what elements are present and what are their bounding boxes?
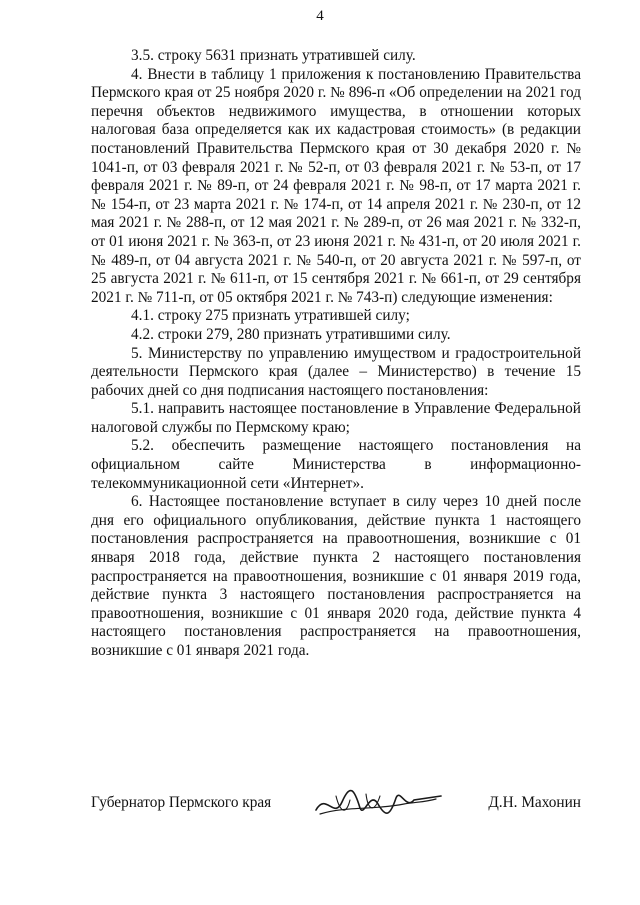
signatory-title: Губернатор Пермского края <box>91 794 272 811</box>
paragraph-6: 6. Настоящее постановление вступает в силу через 10 дней после дня его официального опубликования, действие пункта 1 настоящего постановления распространяется на правоотношения, возникшие с 01 января 2018 года, действие пункта 2 настоящего постановления распространяется на правоотношения, возникшие с 01 января 2019 года, действие пункта 3 настоящего постановления распространяется на правоотношения, возникшие с 01 января 2020 года, действие пункта 4 настоящего постановления распространяется на правоотношения, возникшие с 01 января 2021 года. <box>91 493 581 659</box>
signature-block <box>91 780 581 830</box>
paragraph-3-5: 3.5. строку 5631 признать утратившей силу. <box>131 47 416 64</box>
paragraph-4: 4. Внести в таблицу 1 приложения к постановлению Правительства Пермского края от 25 ноября 2020 г. № 896-п «Об определении на 2021 год перечня объектов недвижимого имущества, в отношении которых налоговая база определяется как их кадастровая стоимость» (в редакции постановлений Правительства Пермского края от 30 декабря 2020 г. № 1041-п, от 03 февраля 2021 г. № 52-п, от 03 февраля 2021 г. № 53-п, от 17 февраля 2021 г. № 89-п, от 24 февраля 2021 г. № 98-п, от 17 марта 2021 г. № 154-п, от 23 марта 2021 г. № 174-п, от 14 апреля 2021 г. № 230-п, от 12 мая 2021 г. № 288-п, от 12 мая 2021 г. № 289-п, от 26 мая 2021 г. № 332-п, от 01 июня 2021 г. № 363-п, от 23 июня 2021 г. № 431-п, от 20 июля 2021 г. № 489-п, от 04 августа 2021 г. № 540-п, от 20 августа 2021 г. № 597-п, от 25 августа 2021 г. № 611-п, от 15 сентября 2021 г. № 661-п, от 29 сентября 2021 г. № 711-п, от 05 октября 2021 г. № 743-п) следующие изменения: <box>91 65 581 306</box>
page-number: 4 <box>316 8 324 24</box>
document-body <box>91 47 581 661</box>
signatory-name: Д.Н. Махонин <box>488 794 581 811</box>
paragraph-5-1: 5.1. направить настоящее постановление в Управление Федеральной налоговой службы по Пермскому краю; <box>91 400 581 436</box>
paragraph-5-2: 5.2. обеспечить размещение настоящего постановления на официальном сайте Министерства в информационно-телекоммуникационной сети «Интернет». <box>91 437 581 492</box>
paragraph-5: 5. Министерству по управлению имуществом и градостроительной деятельности Пермского края (далее – Министерство) в течение 15 рабочих дней со дня подписания настоящего постановления: <box>91 344 581 399</box>
paragraph-4-1: 4.1. строку 275 признать утратившей силу; <box>131 307 410 325</box>
paragraph-4-2: 4.2. строки 279, 280 признать утратившими силу. <box>131 325 451 343</box>
handwritten-signature <box>306 780 446 825</box>
